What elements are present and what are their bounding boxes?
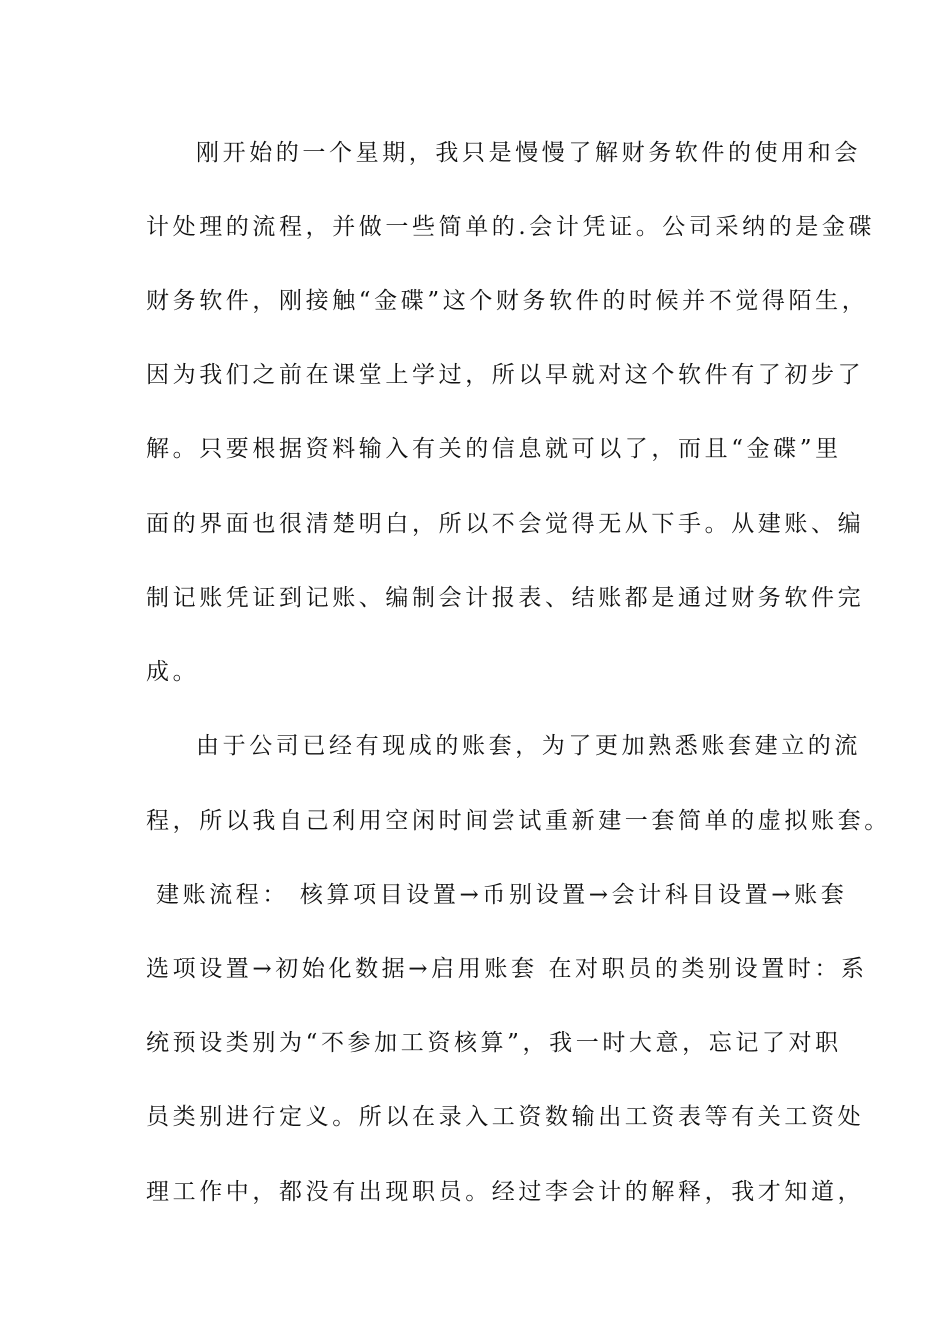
- paragraph-2-line-6: 员类别进行定义。所以在录入工资数输出工资表等有关工资处: [146, 1104, 865, 1130]
- paragraph-1-line-6: 面的界面也很清楚明白，所以不会觉得无从下手。从建账、编: [146, 511, 865, 537]
- paragraph-2-line-4: 选项设置→初始化数据→启用账套 在对职员的类别设置时：系: [146, 956, 868, 982]
- paragraph-1-line-8: 成。: [146, 659, 200, 685]
- paragraph-2-line-7: 理工作中，都没有出现职员。经过李会计的解释，我才知道，: [146, 1179, 865, 1205]
- paragraph-2-line-2: 程，所以我自己利用空闲时间尝试重新建一套简单的虚拟账套。: [146, 808, 891, 834]
- paragraph-2-line-5: 统预设类别为“不参加工资核算”，我一时大意，忘记了对职: [146, 1030, 842, 1056]
- paragraph-1-line-2: 计处理的流程，并做一些简单的.会计凭证。公司采纳的是金碟: [146, 214, 876, 240]
- paragraph-2-line-3: 建账流程： 核算项目设置→币别设置→会计科目设置→账套: [156, 882, 848, 908]
- paragraph-2-line-1: 由于公司已经有现成的账套，为了更加熟悉账套建立的流: [196, 733, 861, 759]
- paragraph-1-line-4: 因为我们之前在课堂上学过，所以早就对这个软件有了初步了: [146, 362, 865, 388]
- paragraph-1-line-1: 刚开始的一个星期，我只是慢慢了解财务软件的使用和会: [196, 140, 861, 166]
- paragraph-1-line-7: 制记账凭证到记账、编制会计报表、结账都是通过财务软件完: [146, 585, 865, 611]
- paragraph-1-line-3: 财务软件，刚接触“金碟”这个财务软件的时候并不觉得陌生，: [146, 288, 869, 314]
- paragraph-1-line-5: 解。只要根据资料输入有关的信息就可以了，而且“金碟”里: [146, 436, 842, 462]
